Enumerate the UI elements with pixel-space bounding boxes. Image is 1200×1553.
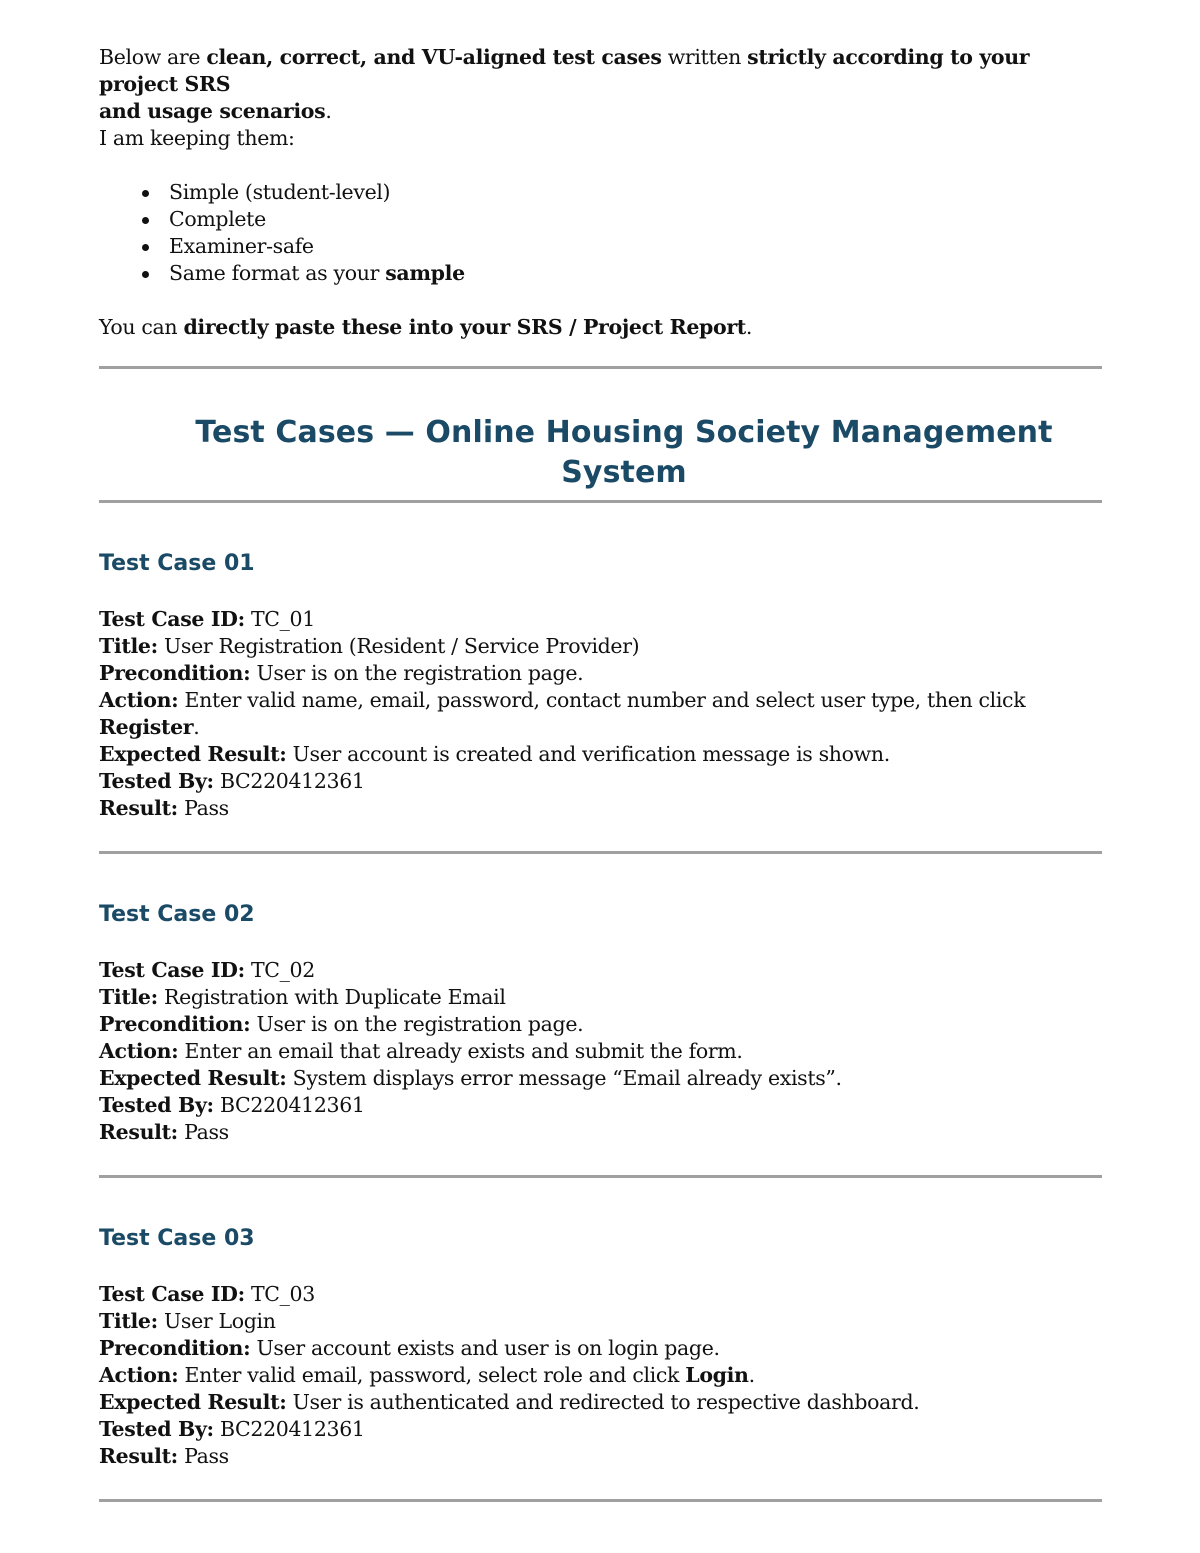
page-title: Test Cases — Online Housing Society Management System bbox=[195, 415, 1053, 490]
test-case-heading: Test Case 01 bbox=[99, 551, 255, 576]
test-case-action: Action: Enter valid name, email, password, contact number and select user type, then click Register. bbox=[99, 688, 1026, 739]
test-case-tested-by: Tested By: BC220412361 bbox=[99, 769, 365, 793]
test-case-title: Title: User Registration (Resident / Service Provider) bbox=[99, 634, 640, 658]
bullet-list bbox=[99, 179, 1102, 287]
horizontal-rule bbox=[99, 500, 1102, 503]
test-case-title: Title: Registration with Duplicate Email bbox=[99, 985, 506, 1009]
test-case-id: Test Case ID: TC_01 bbox=[99, 607, 315, 631]
test-case-result: Result: Pass bbox=[99, 1444, 229, 1468]
horizontal-rule bbox=[99, 1175, 1102, 1178]
bullet-icon bbox=[142, 244, 149, 251]
test-case-expected: Expected Result: User account is created and verification message is shown. bbox=[99, 742, 890, 766]
intro-line-1: Below are clean, correct, and VU-aligned test cases written strictly according to your project SRS bbox=[99, 45, 1030, 96]
test-case-precondition: Precondition: User is on the registration page. bbox=[99, 1012, 584, 1036]
bullet-icon bbox=[142, 190, 149, 197]
test-case-id: Test Case ID: TC_03 bbox=[99, 1282, 315, 1306]
test-case-expected: Expected Result: User is authenticated and redirected to respective dashboard. bbox=[99, 1390, 920, 1414]
test-case-03 bbox=[99, 1224, 1102, 1470]
list-item: Same format as your sample bbox=[99, 260, 1102, 287]
list-item: Examiner-safe bbox=[99, 233, 1102, 260]
test-case-result: Result: Pass bbox=[99, 796, 229, 820]
test-case-heading: Test Case 03 bbox=[99, 1226, 255, 1251]
horizontal-rule bbox=[99, 851, 1102, 854]
test-case-tested-by: Tested By: BC220412361 bbox=[99, 1417, 365, 1441]
test-case-title: Title: User Login bbox=[99, 1309, 276, 1333]
intro-line-2: and usage scenarios. bbox=[99, 99, 332, 123]
test-case-tested-by: Tested By: BC220412361 bbox=[99, 1093, 365, 1117]
list-item: Simple (student-level) bbox=[99, 179, 1102, 206]
bullet-icon bbox=[142, 217, 149, 224]
test-case-expected: Expected Result: System displays error message “Email already exists”. bbox=[99, 1066, 842, 1090]
test-case-id: Test Case ID: TC_02 bbox=[99, 958, 315, 982]
test-case-action: Action: Enter valid email, password, select role and click Login. bbox=[99, 1363, 755, 1387]
horizontal-rule bbox=[99, 1499, 1102, 1502]
test-case-precondition: Precondition: User is on the registration page. bbox=[99, 661, 584, 685]
paste-note: You can directly paste these into your SRS / Project Report. bbox=[99, 315, 753, 339]
test-case-02 bbox=[99, 900, 1102, 1146]
test-case-action: Action: Enter an email that already exists and submit the form. bbox=[99, 1039, 743, 1063]
bullet-icon bbox=[142, 271, 149, 278]
test-case-heading: Test Case 02 bbox=[99, 902, 255, 927]
list-item: Complete bbox=[99, 206, 1102, 233]
test-case-01 bbox=[99, 549, 1102, 822]
test-case-precondition: Precondition: User account exists and user is on login page. bbox=[99, 1336, 720, 1360]
test-case-result: Result: Pass bbox=[99, 1120, 229, 1144]
document-page bbox=[99, 40, 1102, 1502]
intro-line-3: I am keeping them: bbox=[99, 126, 295, 150]
horizontal-rule bbox=[99, 366, 1102, 369]
